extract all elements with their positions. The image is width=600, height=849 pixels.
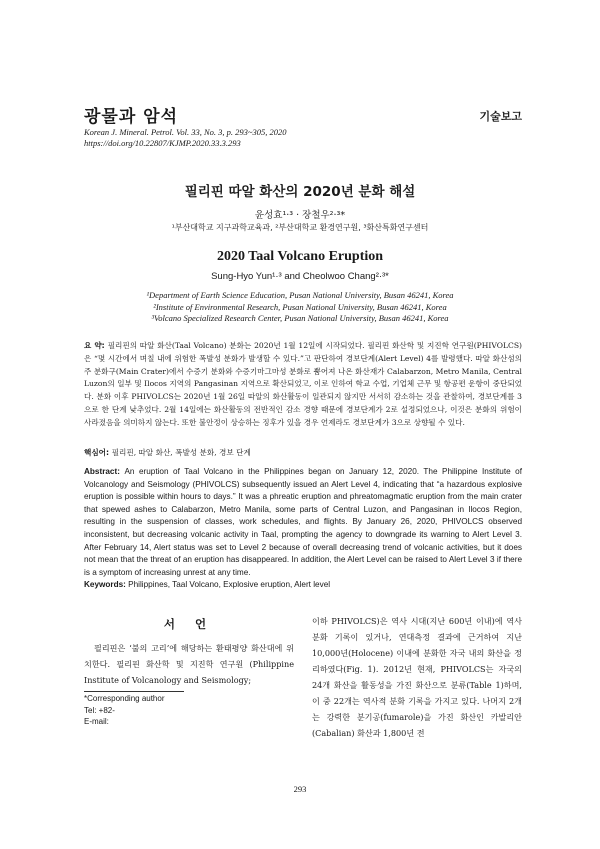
section-heading: 서 언 [163, 617, 215, 631]
affiliation-line: ¹Department of Earth Science Education, Pusan National University, Busan 46241, Korea [146, 290, 454, 300]
english-keywords-label: Keywords: [84, 580, 129, 589]
english-affiliations [0, 290, 600, 325]
english-title: 2020 Taal Volcano Eruption [216, 249, 384, 264]
page-number: 293 [293, 784, 307, 794]
english-abstract-label: Abstract: [84, 467, 125, 476]
english-abstract [84, 466, 522, 579]
journal-title: 광물과 암석 [84, 107, 179, 127]
korean-keywords-text: 필리핀, 따알 화산, 폭발성 분화, 경보 단계 [111, 448, 251, 457]
korean-title: 필리핀 따알 화산의 2020년 분화 해설 [184, 184, 416, 200]
korean-authors: 윤성효¹·³ · 장철우²·³* [254, 210, 346, 221]
footnotes [84, 693, 165, 728]
article-type-label: 기술보고 [479, 110, 522, 123]
footnote-divider [84, 691, 184, 692]
korean-abstract-label: 요 약: [84, 341, 108, 350]
korean-abstract-text: 필리핀의 따알 화산(Taal Volcano) 분화는 2020년 1월 12일에 시작되었다. 필리핀 화산학 및 지진학 연구원(PHIVOLCS)은 “몇 시간에서 며칠 내에 위험한 폭발성 분화가 발생할 수 있다.”고 판단하여 경보단계(Alert Level) 4를 발령했다. 따알 화산섬의 주 분화구(Main Crater)에서 수증기 분화와 수증기마그마성 분화로 뿜어져 나온 화산재가 Calabarzon, Metro Manila, Central Luzon의 일부 및 Ilocos 지역의 Pangasinan 지역으로 확산되었고, 이로 인하여 학교 수업, 기업체 근무 및 항공편 운항이 중단되었다. 분화 이후 PHIVOLCS는 2020년 1월 26일 따알의 화산활동이 일관되지 않지만 서서히 감소하는 것을 관찰하여, 경보단계를 3으로 한 단계 낮추었다. 2월 14일에는 화산활동의 전반적인 감소 경향 때문에 경보단계가 2로 설정되었으나, 이것은 분화의 위험이 사라졌음을 의미하지 않는다. 또한 불안정이 상승하는 징후가 있을 경우 언제라도 경보단계가 3으로 상향될 수 있다. [84, 341, 522, 427]
korean-keywords-label: 핵심어: [84, 448, 112, 457]
citation [84, 127, 287, 149]
tel-note: Tel: +82- [84, 705, 115, 715]
affiliation-line: ³Volcano Specialized Research Center, Pusan National University, Busan 46241, Korea [151, 313, 449, 323]
body-left-column [84, 640, 294, 688]
body-right-column [312, 613, 522, 741]
english-abstract-text: An eruption of Taal Volcano in the Philippines began on January 12, 2020. The Philippine Institute of Volcanology and Seismology (PHIVOLCS) subsequently issued an Alert Level 4, indicating that “a hazardous explosive eruption is possible within hours to days.” It was a phreatic eruption and phreatomagmatic eruption from the main crater that spewed ashes to Calabarzon, Metro Manila, some parts of Central Luzon, and Pangasinan in Ilocos Region, resulting in the suspension of classes, work schedules, and flights. By January 26, 2020, PHIVOLCS observed inconsistent, but decreasing volcanic activity in Taal, prompting the agency to downgrade its warning to Alert Level 3. After February 14, Alert status was set to Level 2 because of overall decreasing trend of volcanic activities, but it does not mean that the threat of an eruption has disappeared. In addition, the Alert Level can be raised to Alert Level 3 if there is a symptom of increasing unrest at any time. [84, 467, 522, 577]
english-keywords [84, 580, 522, 589]
english-keywords-text: Philippines, Taal Volcano, Explosive eruption, Alert level [128, 580, 331, 589]
korean-affiliations: ¹부산대학교 지구과학교육과, ²부산대학교 환경연구원, ³화산특화연구센터 [171, 223, 429, 232]
body-paragraph: 필리핀은 ‘불의 고리’에 해당하는 환태평양 화산대에 위치한다. 필리핀 화산학 및 지진학 연구원 (Philippine Institute of Volcanology and Seismology; [84, 643, 294, 685]
doi-link[interactable]: https://doi.org/10.22807/KJMP.2020.33.3.293 [84, 138, 241, 148]
korean-abstract [84, 340, 522, 430]
affiliation-line: ²Institute of Environmental Research, Pusan National University, Busan 46241, Korea [153, 301, 447, 312]
body-paragraph: 이하 PHIVOLCS)은 역사 시대(지난 600년 이내)에 역사 분화 기록이 있거나, 연대측정 결과에 근거하여 지난 10,000년(Holocene) 이내에 분화한 자국 내의 화산을 정리하였다(Fig. 1). 2012년 현재, PHIVOLCS는 자국의 24개 화산을 활동성을 가진 화산으로 분류(Table 1)하며, 이 중 22개는 역사적 분화 기록을 가지고 있다. 나머지 2개는 강력한 분기공(fumarole)을 가진 화산인 카발리안(Cabalian) 화산과 1,800년 전 [312, 616, 522, 738]
korean-keywords [84, 447, 522, 458]
english-authors: Sung-Hyo Yun¹·³ and Cheolwoo Chang²·³* [211, 271, 389, 282]
corresponding-author-note: *Corresponding author [84, 694, 165, 703]
email-note: E-mail: [84, 717, 109, 726]
citation-line: Korean J. Mineral. Petrol. Vol. 33, No. 3, p. 293~305, 2020 [84, 127, 287, 137]
